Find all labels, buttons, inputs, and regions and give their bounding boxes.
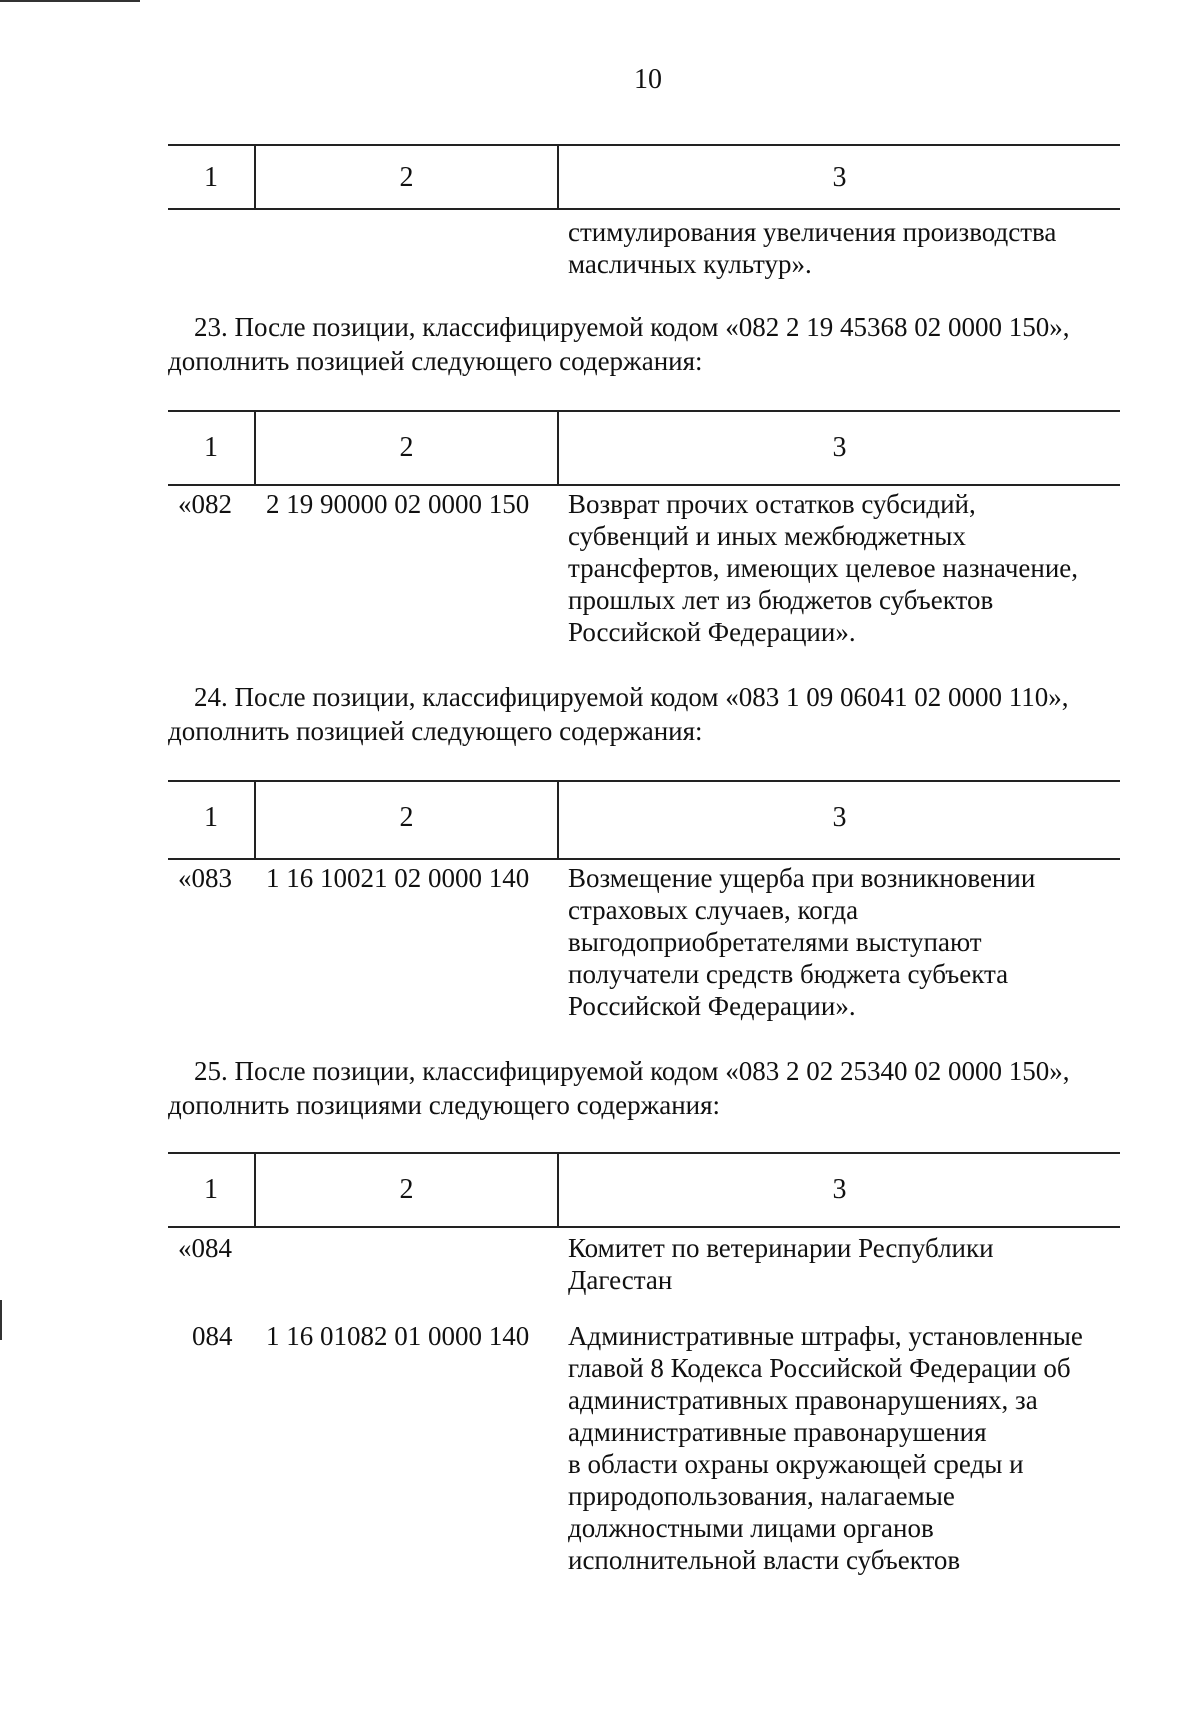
row-desc-line: в области охраны окружающей среды и: [568, 1449, 1024, 1479]
header-col-3: 3: [832, 802, 847, 833]
row-code-kbk: 1 16 10021 02 0000 140: [266, 863, 530, 893]
row-desc-line: получатели средств бюджета субъекта: [568, 959, 1009, 989]
page-number: 10: [634, 64, 662, 95]
row-desc-line: Возмещение ущерба при возникновении: [568, 863, 1036, 893]
row-code-admin: «083: [178, 863, 232, 893]
header-col-1: 1: [204, 432, 218, 463]
header-col-2: 2: [399, 162, 414, 193]
paragraph-text: дополнить позицией следующего содержания:: [168, 716, 703, 746]
header-col-1: 1: [204, 1174, 218, 1205]
continuation-line: масличных культур».: [568, 249, 812, 279]
row-desc-line: Административные штрафы, установленные: [568, 1321, 1083, 1351]
paragraph-text: 23. После позиции, классифицируемой кодом «082 2 19 45368 02 0000 150»,: [194, 312, 1070, 342]
row-desc-line: Российской Федерации».: [568, 991, 856, 1021]
header-col-3: 3: [832, 1174, 847, 1205]
row-desc-line: выгодоприобретателями выступают: [568, 927, 982, 957]
paragraph-25: [168, 1054, 1118, 1122]
row-desc-line: субвенций и иных межбюджетных: [568, 521, 966, 551]
row-desc-line: Комитет по ветеринарии Республики: [568, 1233, 994, 1263]
row-desc-line: трансфертов, имеющих целевое назначение,: [568, 553, 1079, 583]
paragraph-text: дополнить позициями следующего содержания:: [168, 1090, 721, 1120]
row-desc-line: исполнительной власти субъектов: [568, 1545, 961, 1575]
row-desc-line: Российской Федерации».: [568, 617, 856, 647]
row-code-kbk: 2 19 90000 02 0000 150: [266, 489, 530, 519]
continuation-line: стимулирования увеличения производства: [568, 217, 1057, 247]
header-col-3: 3: [832, 162, 847, 193]
row-desc-line: главой 8 Кодекса Российской Федерации об: [568, 1353, 1071, 1383]
row-desc-line: природопользования, налагаемые: [568, 1481, 955, 1511]
header-col-1: 1: [204, 162, 218, 193]
row-desc-line: прошлых лет из бюджетов субъектов: [568, 585, 994, 615]
header-col-1: 1: [204, 802, 218, 833]
row-desc-line: Дагестан: [568, 1265, 673, 1295]
paragraph-text: 25. После позиции, классифицируемой кодом «083 2 02 25340 02 0000 150»,: [194, 1056, 1070, 1086]
header-col-2: 2: [399, 432, 414, 463]
header-col-2: 2: [399, 802, 414, 833]
paragraph-text: 24. После позиции, классифицируемой кодом «083 1 09 06041 02 0000 110»,: [194, 682, 1069, 712]
row-desc-line: страховых случаев, когда: [568, 895, 859, 925]
scan-edge-mark: [0, 1300, 2, 1340]
header-col-3: 3: [832, 432, 847, 463]
row-code-admin: «082: [178, 489, 232, 519]
row-desc-line: должностными лицами органов: [568, 1513, 934, 1543]
paragraph-text: дополнить позицией следующего содержания:: [168, 346, 703, 376]
row-desc-line: административных правонарушениях, за: [568, 1385, 1038, 1415]
scan-edge-mark: [0, 0, 140, 2]
row-desc-line: административные правонарушения: [568, 1417, 987, 1447]
row-code-kbk: 1 16 01082 01 0000 140: [266, 1321, 530, 1351]
paragraph-23: [168, 310, 1118, 378]
header-col-2: 2: [399, 1174, 414, 1205]
row-code-admin: «084: [178, 1233, 232, 1263]
row-code-admin: 084: [192, 1321, 233, 1351]
row-desc-line: Возврат прочих остатков субсидий,: [568, 489, 976, 519]
paragraph-24: [168, 680, 1118, 748]
